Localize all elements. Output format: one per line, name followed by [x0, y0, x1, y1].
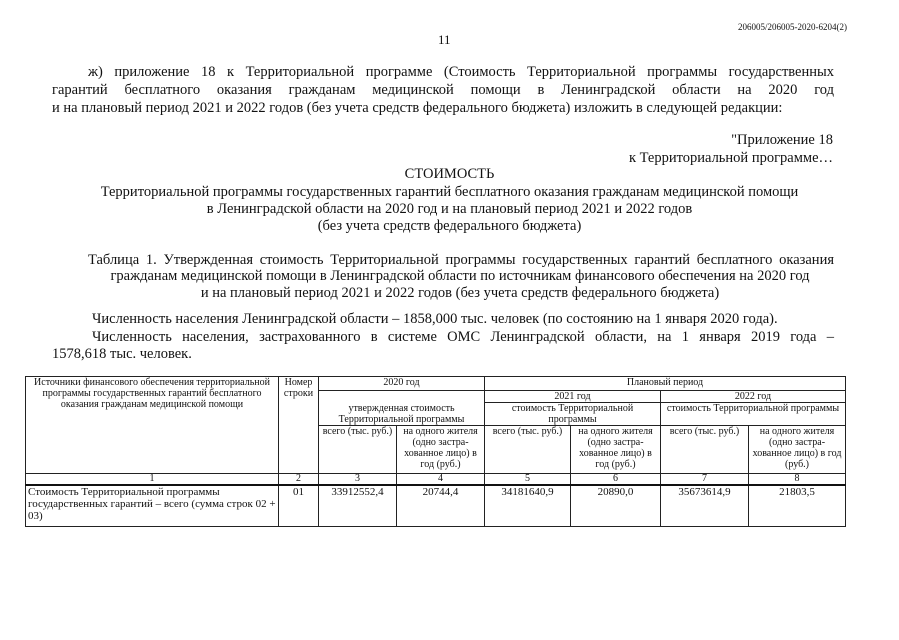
column-number: 8: [749, 474, 846, 486]
header-row-number: Номер строки: [279, 377, 319, 474]
financing-table: [25, 376, 846, 527]
header-per-resident-2022: на одного жителя (одно застра-хованное лицо) в год (руб.): [749, 426, 846, 474]
document-code: 206005/206005-2020-6204(2): [738, 22, 847, 32]
header-per-resident-2020: на одного жителя (одно застра-хованное лицо) в год (руб.): [397, 426, 485, 474]
header-total-2020: всего (тыс. руб.): [319, 426, 397, 474]
column-number: 7: [661, 474, 749, 486]
appendix-line-2: к Территориальной программе…: [628, 150, 833, 166]
subheading-line-1: Территориальной программы государственных гарантий бесплатного оказания гражданам медицинской помощи: [100, 184, 799, 200]
table-caption-line-3: и на плановый период 2021 и 2022 годов (без учета средств федерального бюджета): [200, 285, 720, 301]
header-source: Источники финансового обеспечения территориальной программы государственных гарантий бесплатного оказания гражданам медицинской помощи: [26, 377, 279, 474]
column-number: 3: [319, 474, 397, 486]
column-number: 2: [279, 474, 319, 486]
header-year-2022: 2022 год: [661, 391, 846, 403]
population-line: Численность населения Ленинградской области – 1858,000 тыс. человек (по состоянию на 1 января 2020 года).: [92, 311, 778, 327]
per-resident-2022-value: 21803,5: [749, 485, 846, 527]
page-number: 11: [438, 32, 451, 47]
row-number: 01: [279, 485, 319, 527]
header-approved-cost: утвержденная стоимость Территориальной программы: [319, 391, 485, 426]
table-caption-line-2: гражданам медицинской помощи в Ленинградской области по источникам финансового обеспечения на 2020 год: [110, 268, 810, 284]
column-number: 1: [26, 474, 279, 486]
column-number: 5: [485, 474, 571, 486]
insured-line-1: Численность населения, застрахованного в системе ОМС Ленинградской области, на 1 января 2019 года –: [92, 329, 834, 345]
insured-line-2: 1578,618 тыс. человек.: [52, 346, 192, 362]
header-year-2020: 2020 год: [319, 377, 485, 391]
total-2022-value: 35673614,9: [661, 485, 749, 527]
row-name: Стоимость Территориальной программы государственных гарантий – всего (сумма строк 02 + 03): [26, 485, 279, 527]
intro-line-3: и на плановый период 2021 и 2022 годов (без учета средств федерального бюджета) изложить в следующей редакции:: [52, 100, 783, 116]
intro-line-1: ж) приложение 18 к Территориальной программе (Стоимость Территориальной программы государственных: [88, 64, 834, 80]
appendix-line-1: "Приложение 18: [731, 132, 833, 148]
header-per-resident-2021: на одного жителя (одно застра-хованное лицо) в год (руб.): [571, 426, 661, 474]
total-2021-value: 34181640,9: [485, 485, 571, 527]
total-2020-value: 33912552,4: [319, 485, 397, 527]
header-cost-2021: стоимость Территориальной программы: [485, 403, 661, 426]
intro-line-2: гарантий бесплатного оказания гражданам медицинской помощи в Ленинградской области на 2020 год: [52, 82, 834, 98]
table-row: [26, 485, 846, 527]
column-number: 4: [397, 474, 485, 486]
per-resident-2021-value: 20890,0: [571, 485, 661, 527]
subheading-line-2: в Ленинградской области на 2020 год и на плановый период 2021 и 2022 годов: [206, 201, 693, 217]
column-number: 6: [571, 474, 661, 486]
header-year-2021: 2021 год: [485, 391, 661, 403]
per-resident-2020-value: 20744,4: [397, 485, 485, 527]
header-total-2022: всего (тыс. руб.): [661, 426, 749, 474]
subheading-line-3: (без учета средств федерального бюджета): [317, 218, 582, 234]
header-total-2021: всего (тыс. руб.): [485, 426, 571, 474]
header-cost-2022: стоимость Территориальной программы: [661, 403, 846, 426]
header-planned-period: Плановый период: [485, 377, 846, 391]
document-heading: СТОИМОСТЬ: [404, 166, 495, 182]
table-caption-line-1: Таблица 1. Утвержденная стоимость Территориальной программы государственных гарантий бесплатного оказания: [88, 252, 834, 268]
